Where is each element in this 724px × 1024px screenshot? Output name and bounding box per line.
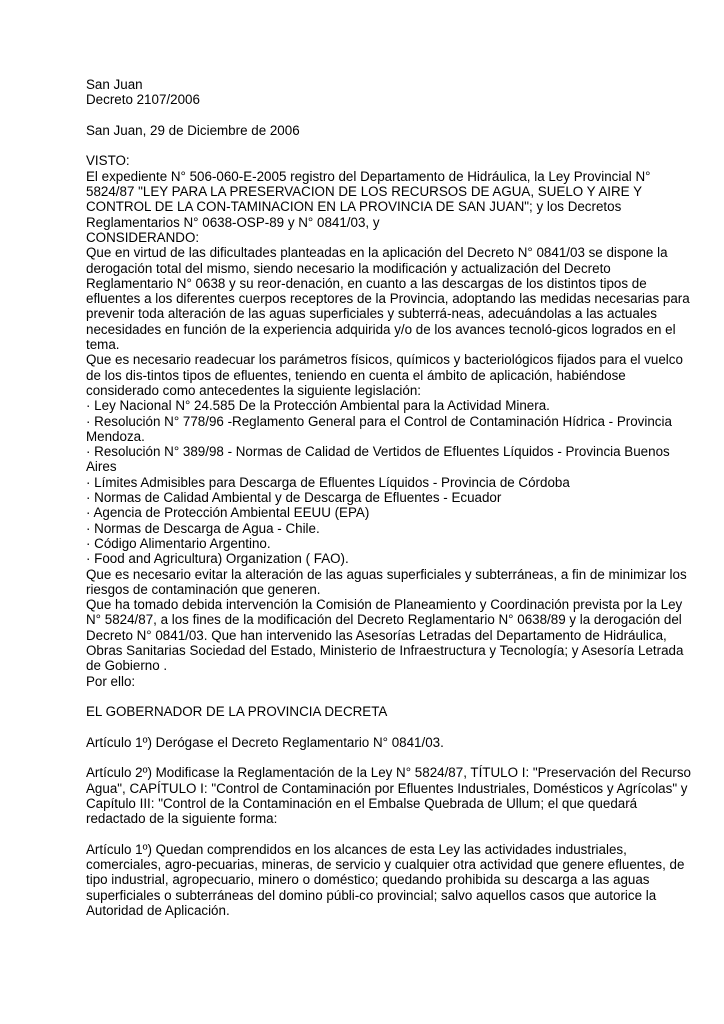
- visto-heading: VISTO:: [86, 153, 130, 169]
- considerando-paragraph: Que ha tomado debida intervención la Comisión de Planeamiento y Coordinación prevista por la Ley N° 5824/87, a los fines de la modificación del Decreto Reglamentario N° 0638/89 y la derogación del Decreto N° 0841/03. Que han intervenido las Asesorías Letradas del Departamento de Hidráulica, Obras Sanitarias Sociedad del Estado, Ministerio de Infraestructura y Tecnología; y Asesoría Letrada de Gobierno .: [86, 597, 688, 674]
- decree-number: Decreto 2107/2006: [86, 92, 200, 108]
- articulo-1: Artículo 1º) Derógase el Decreto Reglamentario N° 0841/03.: [86, 734, 444, 750]
- decree-date: San Juan, 29 de Diciembre de 2006: [86, 122, 300, 138]
- considerando-paragraph: Que es necesario evitar la alteración de las aguas superficiales y subterráneas, a fin de minimizar los riesgos de contaminación que generen.: [86, 566, 691, 597]
- antecedente-item: · Agencia de Protección Ambiental EEUU (EPA): [86, 505, 370, 521]
- antecedente-item: · Food and Agricultura) Organization ( FAO).: [86, 551, 349, 567]
- antecedente-item: · Código Alimentario Argentino.: [86, 535, 271, 551]
- document-page: [86, 77, 692, 918]
- articulo-2: Artículo 2º) Modificase la Reglamentación de la Ley N° 5824/87, TÍTULO I: "Preservación del Recurso Agua", CAPÍTULO I: "Control de Contaminación por Efluentes Industriales, Domésticos y Agrícolas" y Capítulo III: "Control de la Contaminación en el Embalse Quebrada de Ullum; el que quedará redactado de la siguiente forma:: [86, 765, 694, 827]
- decreta-heading: EL GOBERNADOR DE LA PROVINCIA DECRETA: [86, 704, 388, 720]
- antecedente-item: · Límites Admisibles para Descarga de Efluentes Líquidos - Provincia de Córdoba: [86, 474, 570, 490]
- antecedente-item: · Normas de Descarga de Agua - Chile.: [86, 520, 320, 536]
- articulo-1-reglamento: Artículo 1º) Quedan comprendidos en los alcances de esta Ley las actividades industriales, comerciales, agro-pecuarias, mineras, de servicio y cualquier otra actividad que genere efluentes, de tipo industrial, agropecuario, minero o doméstico; quedando prohibida su descarga a las aguas superficiales o subterráneas del domino públi-co provincial; salvo aquellos casos que autorice la Autoridad de Aplicación.: [86, 841, 689, 919]
- header-line-1: San Juan: [86, 77, 143, 92]
- antecedente-item: · Ley Nacional N° 24.585 De la Protección Ambiental para la Actividad Minera.: [86, 398, 550, 414]
- considerando-heading: CONSIDERANDO:: [86, 229, 200, 245]
- antecedente-item: · Resolución N° 778/96 -Reglamento General para el Control de Contaminación Hídrica - Provincia Mendoza.: [86, 413, 676, 444]
- visto-text: El expediente N° 506-060-E-2005 registro del Departamento de Hidráulica, la Ley Provincial N° 5824/87 "LEY PARA LA PRESERVACION DE LOS RECURSOS DE AGUA, SUELO Y AIRE Y CONTROL DE LA CON-TAMINACION EN LA PROVINCIA DE SAN JUAN"; y los Decretos Reglamentarios N° 0638-OSP-89 y N° 0841/03, y: [86, 168, 655, 230]
- por-ello: Por ello:: [86, 673, 136, 689]
- considerando-paragraph: Que es necesario readecuar los parámetros físicos, químicos y bacteriológicos fijados para el vuelco de los dis-tintos tipos de efluentes, teniendo en cuenta el ámbito de aplicación, habiéndose considerado como antecedentes la siguiente legislación:: [86, 352, 687, 398]
- antecedente-item: · Normas de Calidad Ambiental y de Descarga de Efluentes - Ecuador: [86, 490, 502, 506]
- antecedente-item: · Resolución N° 389/98 - Normas de Calidad de Vertidos de Efluentes Líquidos - Provincia Buenos Aires: [86, 444, 673, 475]
- considerando-paragraph: Que en virtud de las dificultades planteadas en la aplicación del Decreto N° 0841/03 se dispone la derogación total del mismo, siendo necesario la modificación y actualización del Decreto Reglamentario N° 0638 y su reor-denación, en cuanto a las descargas de los distintos tipos de efluentes a los diferentes cuerpos receptores de la Provincia, adoptando las medidas necesarias para prevenir toda alteración de las aguas superficiales y subterrá-neas, adecuándolas a las actuales necesidades en función de la experiencia adquirida y/o de los avances tecnoló-gicos logrados en el tema.: [86, 245, 694, 353]
